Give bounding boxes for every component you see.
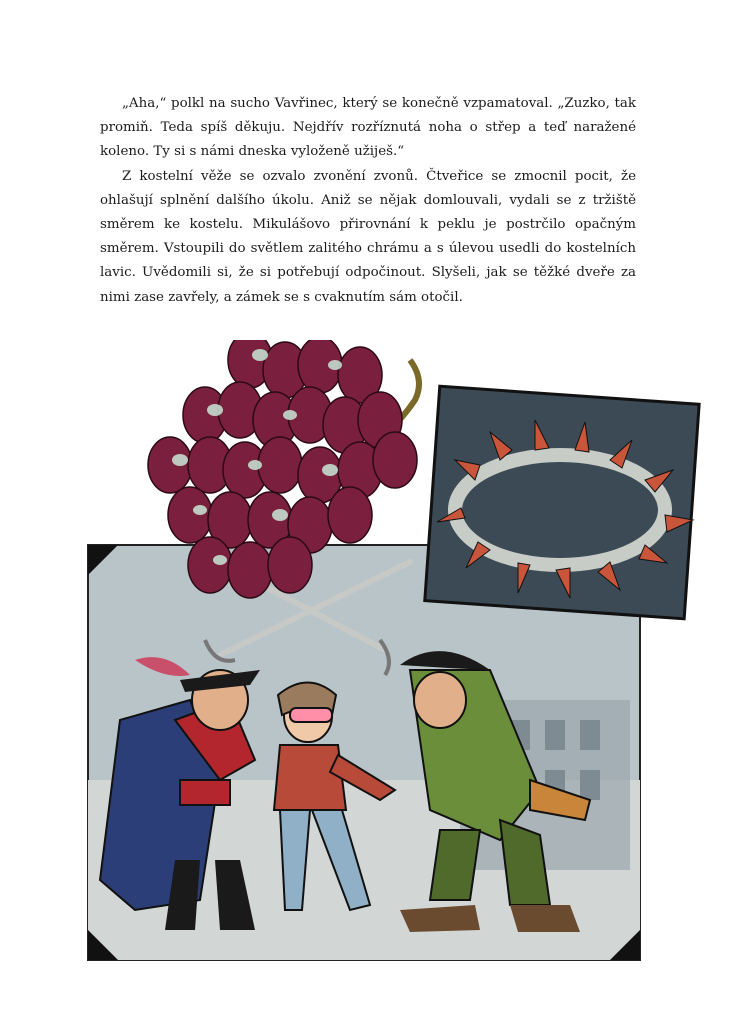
- illustration: [80, 340, 710, 980]
- spiked-ring-panel: [425, 386, 699, 619]
- paragraph-2: Z kostelní věže se ozvalo zvonění zvonů. Čtveřice se zmocnil pocit, že ohlašují splnění dalšího úkolu. Aniž se nějak domlouvali, vydali se z tržiště směrem ke kostelu. Mikulášovo přirovnání k peklu je postrčilo opačným směrem. Vstoupili do světlem zalitého chrámu a s úlevou usedli do kostelních lavic. Uvědomili si, že si potřebují odpočinout. Slyšeli, jak se těžké dveře za nimi zase zavřely, a zámek se s cvaknutím sám otočil.: [100, 168, 636, 305]
- illustration-svg: [80, 340, 710, 980]
- left-musketeer-breeches: [180, 780, 230, 805]
- right-musketeer-face: [414, 672, 466, 728]
- girl-shirt: [274, 745, 346, 810]
- story-text: [100, 92, 636, 310]
- right-musketeer-boot-2: [510, 905, 580, 932]
- right-musketeer-leg-1: [430, 830, 480, 900]
- girl-glasses: [290, 708, 332, 722]
- paragraph-1: „Aha,“ polkl na sucho Vavřinec, který se konečně vzpamatoval. „Zuzko, tak promiň. Teda spíš děkuju. Nejdřív rozříznutá noha o střep a teď naražené koleno. Ty si s námi dneska vyloženě užiješ.“: [100, 96, 636, 160]
